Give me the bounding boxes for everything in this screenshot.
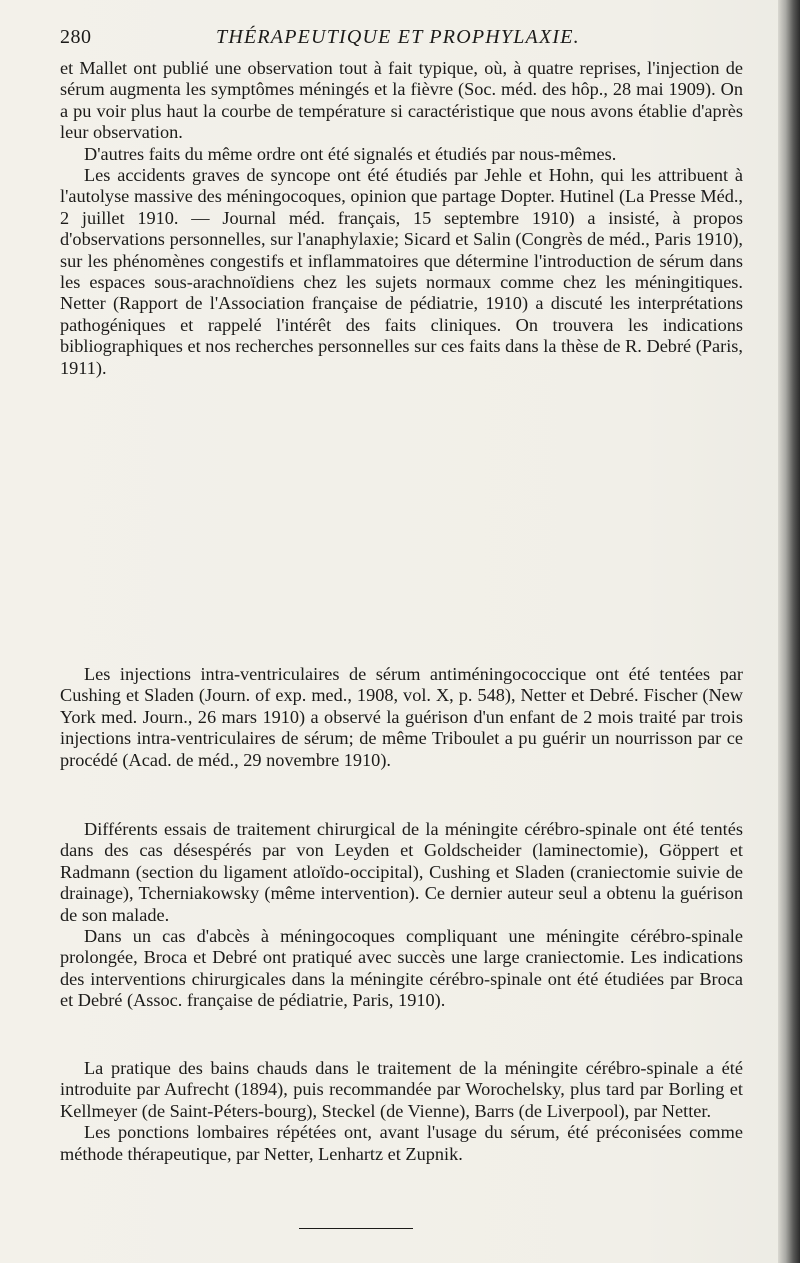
paragraph-7: La pratique des bains chauds dans le traitement de la méningite cérébro-spinale a été introduite par Aufrecht (1894), puis recommandée par Worochelsky, plus tard par Borling et Kellmeyer (de Saint-Péters-bourg), Steckel (de Vienne), Barrs (de Liverpool), par Netter. [60,1058,743,1121]
page-number: 280 [60,26,92,48]
text-block-3 [60,819,743,1012]
paragraph-3: Les accidents graves de syncope ont été étudiés par Jehle et Hohn, qui les attribuent à l'autolyse massive des méningocoques, opinion que partage Dopter. Hutinel (La Presse Méd., 2 juillet 1910. — Journal méd. français, 15 septembre 1910) a insisté, à propos d'observations personnelles, sur l'anaphylaxie; Sicard et Salin (Congrès de méd., Paris 1910), sur les phénomènes congestifs et inflammatoires que détermine l'introduction de sérum dans les espaces sous-arachnoïdiens chez les sujets normaux comme chez les méningitiques. Netter (Rapport de l'Association française de pédiatrie, 1910) a discuté les interprétations pathogéniques et rappelé l'intérêt des faits cliniques. On trouvera les indications bibliographiques et nos recherches personnelles sur ces faits dans la thèse de R. Debré (Paris, 1911). [60,165,743,378]
paragraph-4: Les injections intra-ventriculaires de sérum antiméningococcique ont été tentées par Cushing et Sladen (Journ. of exp. med., 1908, vol. X, p. 548), Netter et Debré. Fischer (New York med. Journ., 26 mars 1910) a observé la guérison d'un enfant de 2 mois traité par trois injections intra-ventriculaires de sérum; de même Triboulet a pu guérir un nourrisson par ce procédé (Acad. de méd., 29 novembre 1910). [60,664,743,770]
text-block-4 [60,1058,743,1165]
page-header [60,26,760,50]
book-spine-shadow [778,0,800,1263]
running-title: THÉRAPEUTIQUE ET PROPHYLAXIE. [216,26,580,48]
paragraph-1: et Mallet ont publié une observation tout à fait typique, où, à quatre reprises, l'injection de sérum augmenta les symptômes méningés et la fièvre (Soc. méd. des hôp., 28 mai 1909). On a pu voir plus haut la courbe de température si caractéristique que nous avons établie d'après leur observation. [60,58,743,143]
text-block-2 [60,664,743,771]
text-block-1 [60,58,743,379]
paragraph-2: D'autres faits du même ordre ont été signalés et étudiés par nous-mêmes. [84,143,617,164]
paragraph-6: Dans un cas d'abcès à méningocoques compliquant une méningite cérébro-spinale prolongée, Broca et Debré ont pratiqué avec succès une large craniectomie. Les indications des interventions chirurgicales dans la méningite cérébro-spinale ont été étudiées par Broca et Debré (Assoc. française de pédiatrie, Paris, 1910). [60,926,743,1011]
paragraph-8: Les ponctions lombaires répétées ont, avant l'usage du sérum, été préconisées comme méthode thérapeutique, par Netter, Lenhartz et Zupnik. [60,1122,743,1164]
paragraph-5: Différents essais de traitement chirurgical de la méningite cérébro-spinale ont été tentés dans des cas désespérés par von Leyden et Goldscheider (laminectomie), Göppert et Radmann (section du ligament atloïdo-occipital), Cushing et Sladen (craniectomie suivie de drainage), Tcherniakowsky (même intervention). Ce dernier auteur seul a obtenu la guérison de son malade. [60,819,743,925]
end-rule [299,1228,413,1229]
